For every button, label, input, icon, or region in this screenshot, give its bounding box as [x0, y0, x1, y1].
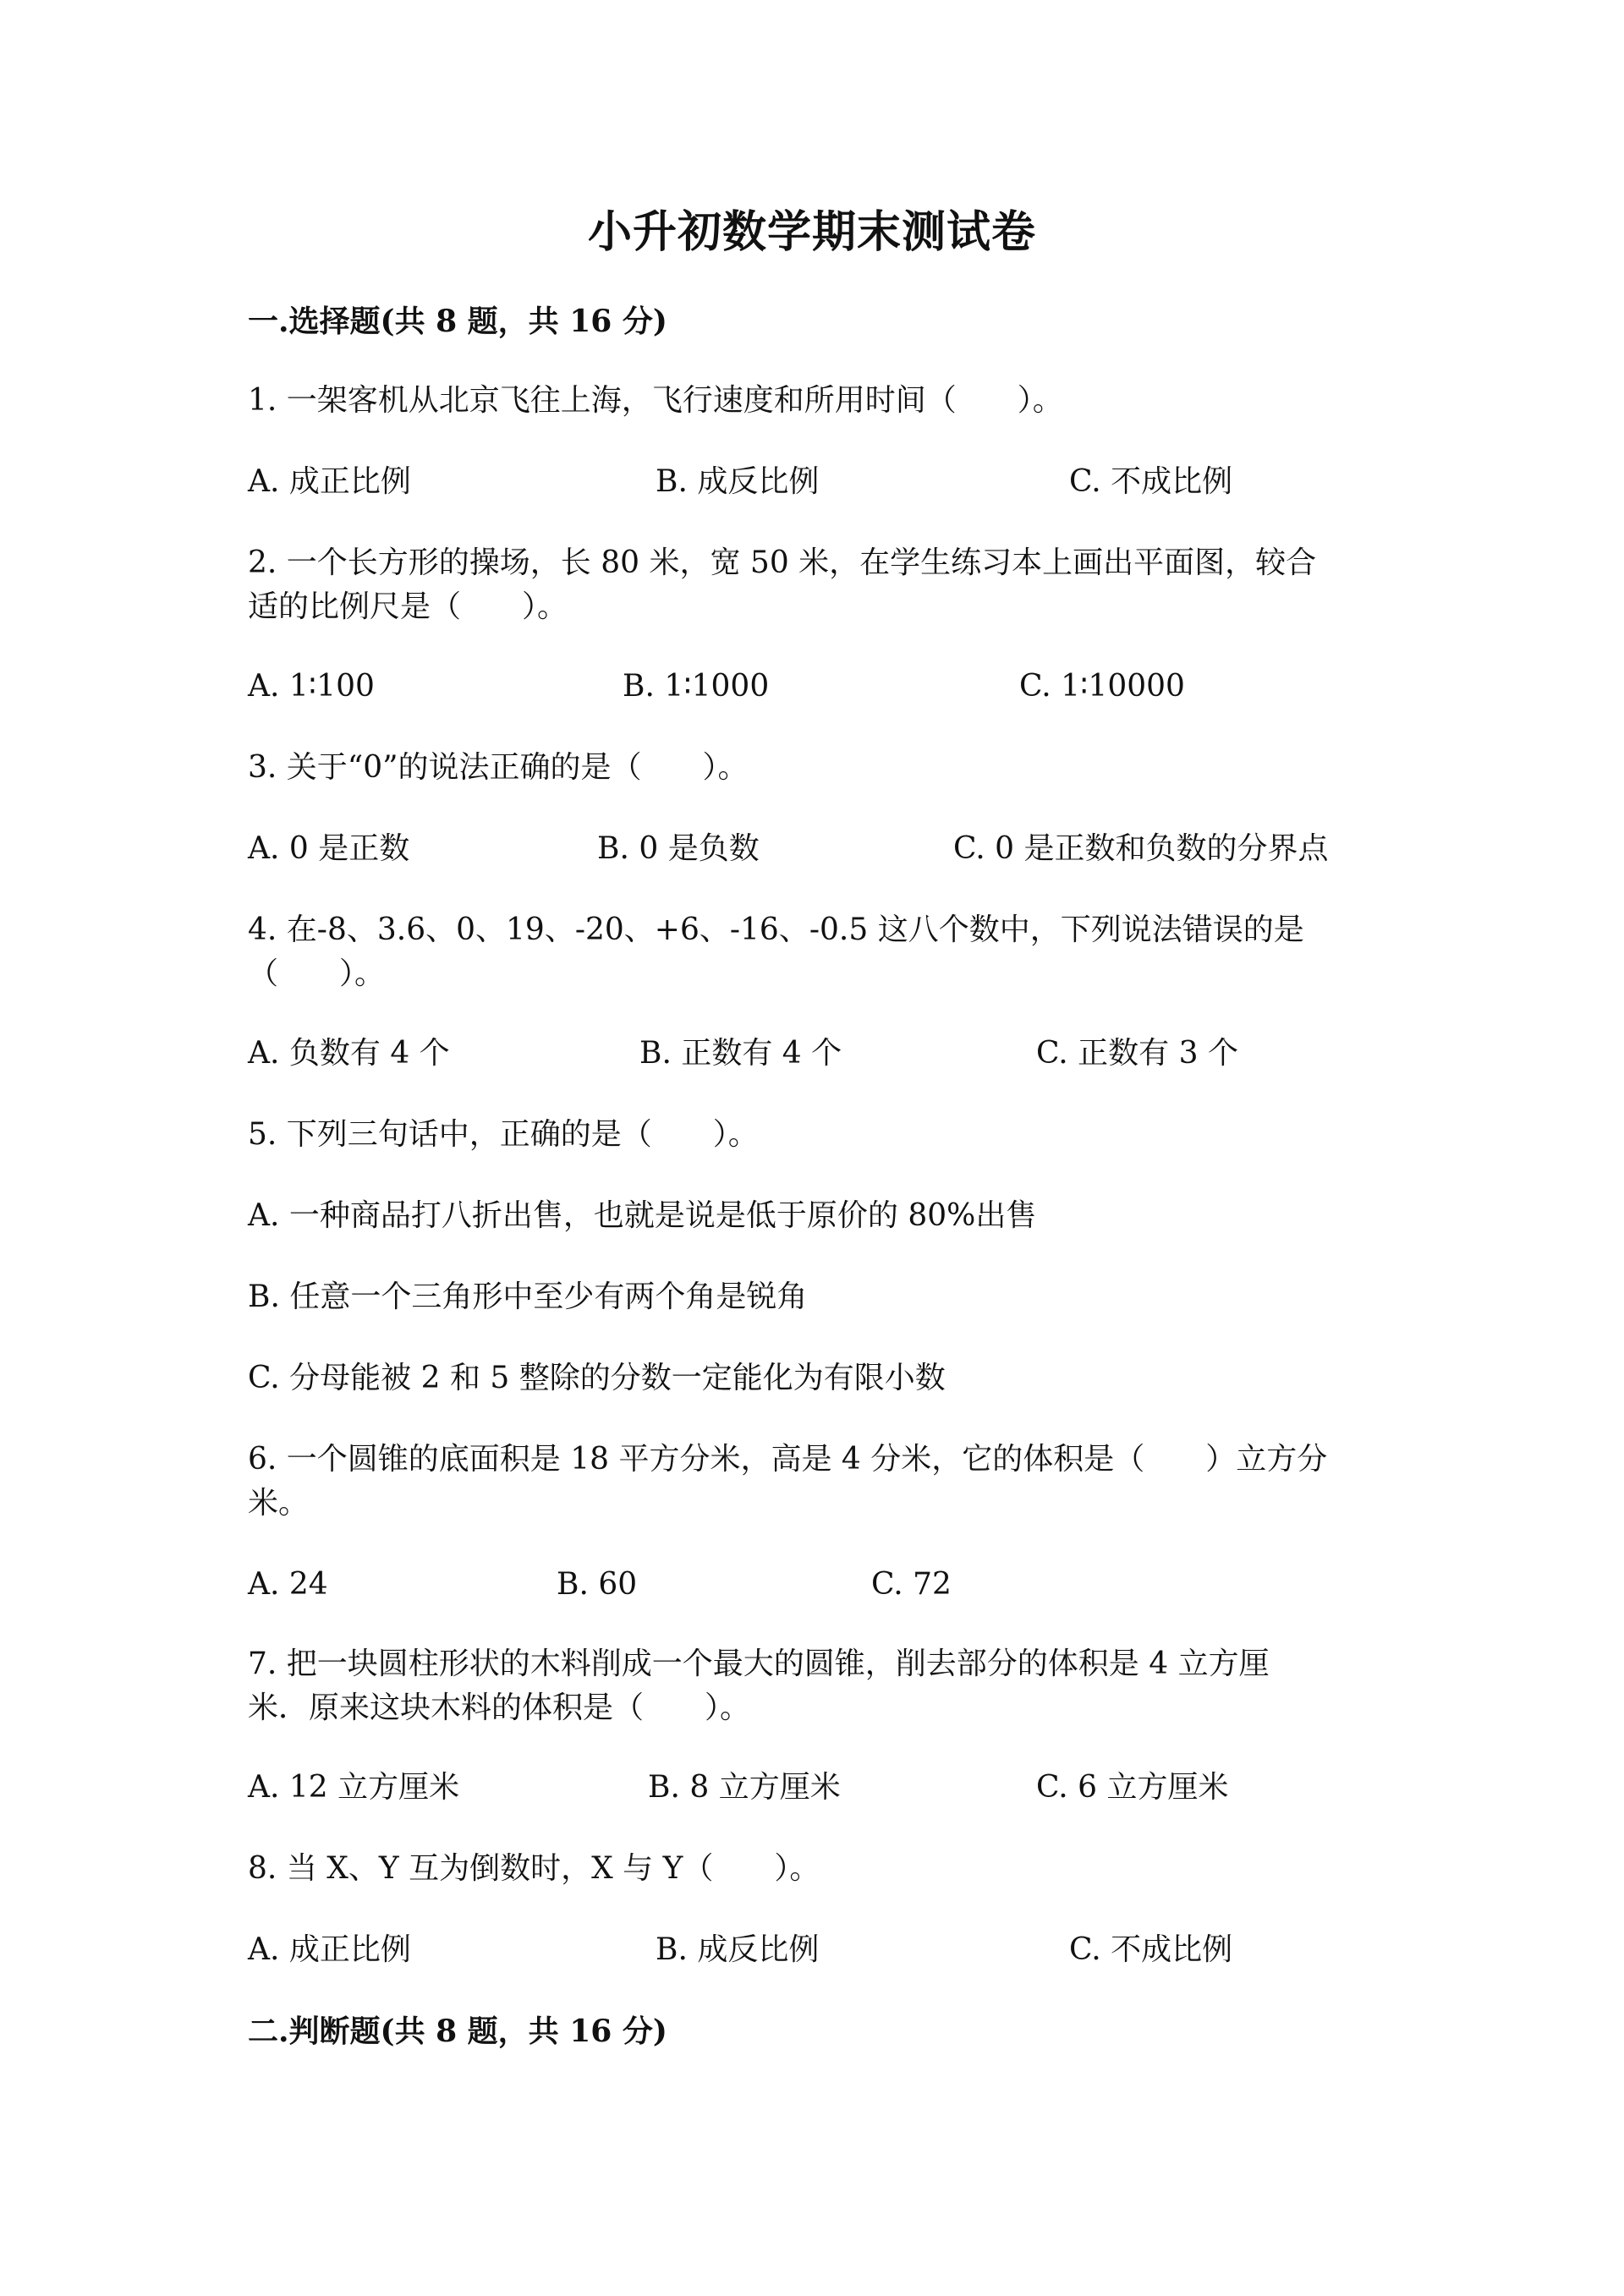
question-7-option-b: B. 8 立方厘米 — [648, 1770, 841, 1805]
question-2-option-b: B. 1∶1000 — [623, 669, 770, 704]
question-2-option-a: A. 1∶100 — [248, 669, 375, 704]
question-8-option-b: B. 成反比例 — [656, 1932, 820, 1967]
question-7-text-line-2: 米．原来这块木料的体积是（ ）。 — [248, 1690, 751, 1725]
question-4-option-b: B. 正数有 4 个 — [639, 1036, 842, 1071]
question-6-option-b: B. 60 — [557, 1567, 638, 1602]
question-1-option-a: A. 成正比例 — [248, 464, 411, 499]
question-7-option-c: C. 6 立方厘米 — [1036, 1770, 1229, 1805]
question-2-option-c: C. 1∶10000 — [1019, 669, 1185, 704]
question-6-option-a: A. 24 — [248, 1567, 328, 1602]
question-5-option-a: A. 一种商品打八折出售，也就是说是低于原价的 80%出售 — [248, 1198, 1037, 1233]
question-4-option-c: C. 正数有 3 个 — [1036, 1036, 1238, 1071]
question-2-text-line-1: 2. 一个长方形的操场，长 80 米，宽 50 米，在学生练习本上画出平面图，较合 — [248, 545, 1317, 580]
question-4-text-line-1: 4. 在-8、3.6、0、19、-20、+6、-16、-0.5 这八个数中，下列说法错误的是 — [248, 912, 1304, 947]
question-5-option-b: B. 任意一个三角形中至少有两个角是锐角 — [248, 1280, 808, 1314]
question-8-text: 8. 当 X、Y 互为倒数时，X 与 Y（ ）。 — [248, 1851, 820, 1886]
question-4-text-line-2: （ ）。 — [248, 956, 386, 991]
question-4-option-a: A. 负数有 4 个 — [248, 1036, 450, 1071]
section-heading-choice: 一.选择题(共 8 题，共 16 分) — [248, 304, 667, 339]
question-6-option-c: C. 72 — [871, 1567, 952, 1602]
question-2-text-line-2: 适的比例尺是（ ）。 — [248, 589, 568, 624]
question-6-text-line-2: 米。 — [248, 1486, 310, 1521]
section-heading-true-false: 二.判断题(共 8 题，共 16 分) — [248, 2014, 667, 2049]
question-5-option-c: C. 分母能被 2 和 5 整除的分数一定能化为有限小数 — [248, 1361, 946, 1395]
question-3-option-c: C. 0 是正数和负数的分界点 — [953, 831, 1329, 866]
question-3-option-a: A. 0 是正数 — [248, 831, 410, 866]
question-5-text: 5. 下列三句话中，正确的是（ ）。 — [248, 1117, 759, 1152]
question-8-option-a: A. 成正比例 — [248, 1932, 411, 1967]
question-3-text: 3. 关于“0”的说法正确的是（ ）。 — [248, 750, 749, 785]
question-8-option-c: C. 不成比例 — [1069, 1932, 1233, 1967]
question-6-text-line-1: 6. 一个圆锥的底面积是 18 平方分米，高是 4 分米，它的体积是（ ）立方分 — [248, 1442, 1328, 1477]
question-3-option-b: B. 0 是负数 — [597, 831, 760, 866]
question-1-option-b: B. 成反比例 — [656, 464, 820, 499]
question-1-option-c: C. 不成比例 — [1069, 464, 1233, 499]
question-1-text: 1. 一架客机从北京飞往上海，飞行速度和所用时间（ ）。 — [248, 383, 1063, 418]
question-7-text-line-1: 7. 把一块圆柱形状的木料削成一个最大的圆锥，削去部分的体积是 4 立方厘 — [248, 1647, 1270, 1681]
page-title: 小升初数学期末测试卷 — [587, 206, 1036, 258]
question-7-option-a: A. 12 立方厘米 — [248, 1770, 460, 1805]
